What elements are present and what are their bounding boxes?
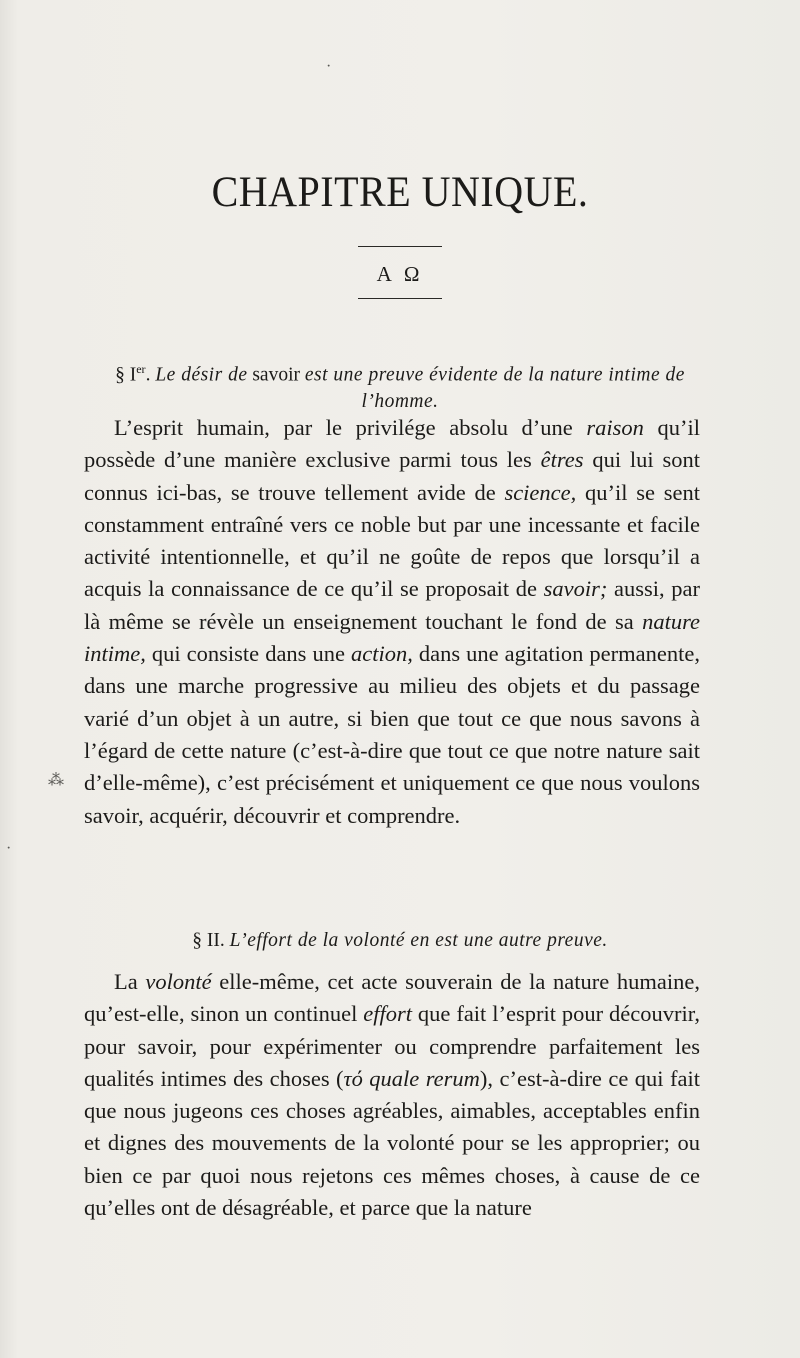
section-2-mark: § II. — [192, 930, 225, 951]
italic-run: τό quale rerum — [343, 1065, 480, 1091]
italic-run: effort — [363, 1001, 412, 1027]
top-rule — [358, 246, 442, 247]
italic-run: volonté — [145, 969, 212, 994]
chapter-title: CHAPITRE UNIQUE. — [211, 167, 589, 216]
section-mark: § — [115, 364, 125, 386]
text-run: qui consiste dans une — [145, 641, 351, 667]
section-1-heading: § Ier. Le désir de savoir est une preuve évidente de la nature intime de l’homme. — [115, 362, 685, 412]
text-run: qui lui sont connus ici-bas, se trouve tellement avide de — [84, 447, 701, 505]
italic-run: nature intime, — [84, 608, 700, 667]
section-2-title: L’effort de la volonté en est une autre preuve. — [229, 930, 608, 951]
italic-run: êtres — [540, 447, 584, 473]
italic-run: savoir; — [543, 576, 608, 602]
italic-run: action, — [350, 641, 413, 667]
text-run: La — [114, 969, 146, 994]
text-run: qu’il se sent constamment entraîné vers ce noble but par une incessante et facile activité intentionnelle, et qu’il ne goûte de repos que lorsqu’il a acquis la connaissance de ce qu’il se proposait de — [84, 479, 700, 602]
text-run: qu’il possède d’une manière exclusive parmi tous les — [84, 415, 701, 473]
section-title-part3: est une preuve évidente de la nature intime de l’homme. — [304, 364, 685, 412]
text-run: elle-même, cet acte souverain de la nature humaine, qu’est-elle, sinon un continuel — [84, 969, 700, 1027]
text-run: L’esprit humain, par le privilége absolu d’une — [114, 415, 587, 440]
section-title-part1: Le désir de — [155, 364, 248, 386]
section-2-heading — [90, 928, 710, 954]
section-title-part2: savoir — [252, 364, 300, 386]
bottom-rule — [358, 298, 442, 299]
ink-speck: ⁂ — [48, 772, 64, 789]
paragraph-2 — [84, 966, 700, 1224]
italic-run: science, — [504, 479, 577, 505]
italic-run: raison — [586, 415, 644, 440]
text-run: aussi, par là même se révèle un enseignement touchant le fond de sa — [84, 576, 700, 634]
text-run: ), c’est-à-dire ce qui fait que nous jugeons ces choses agréables, aimables, acceptables enfin et dignes des mouvements de la volonté pour se les approprier; ou bien ce par quoi nous rejetons ces mêmes choses, à cause de ce qu’elles ont de désagréable, et parce que la nature — [84, 1065, 701, 1221]
paragraph-1 — [84, 412, 700, 832]
text-run: que fait l’esprit pour découvrir, pour savoir, pour expérimenter ou comprendre parfaitement les qualités intimes des choses ( — [84, 1001, 700, 1091]
ink-speck: · — [6, 840, 12, 857]
text-run: dans une agitation permanente, dans une marche progressive au milieu des objets et du passage varié d’un objet à un autre, si bien que tout ce que nous savons à l’égard de cette nature (c’est-à-dire que tout ce que notre nature sait d’elle-même), c’est précisément et uniquement ce que nous voulons savoir, acquérir, découvrir et comprendre. — [84, 641, 700, 828]
section-number: I — [129, 364, 137, 386]
ink-speck: · — [326, 58, 332, 75]
section-number-sup: er — [136, 362, 146, 376]
alpha-omega-symbol: A Ω — [376, 262, 424, 286]
